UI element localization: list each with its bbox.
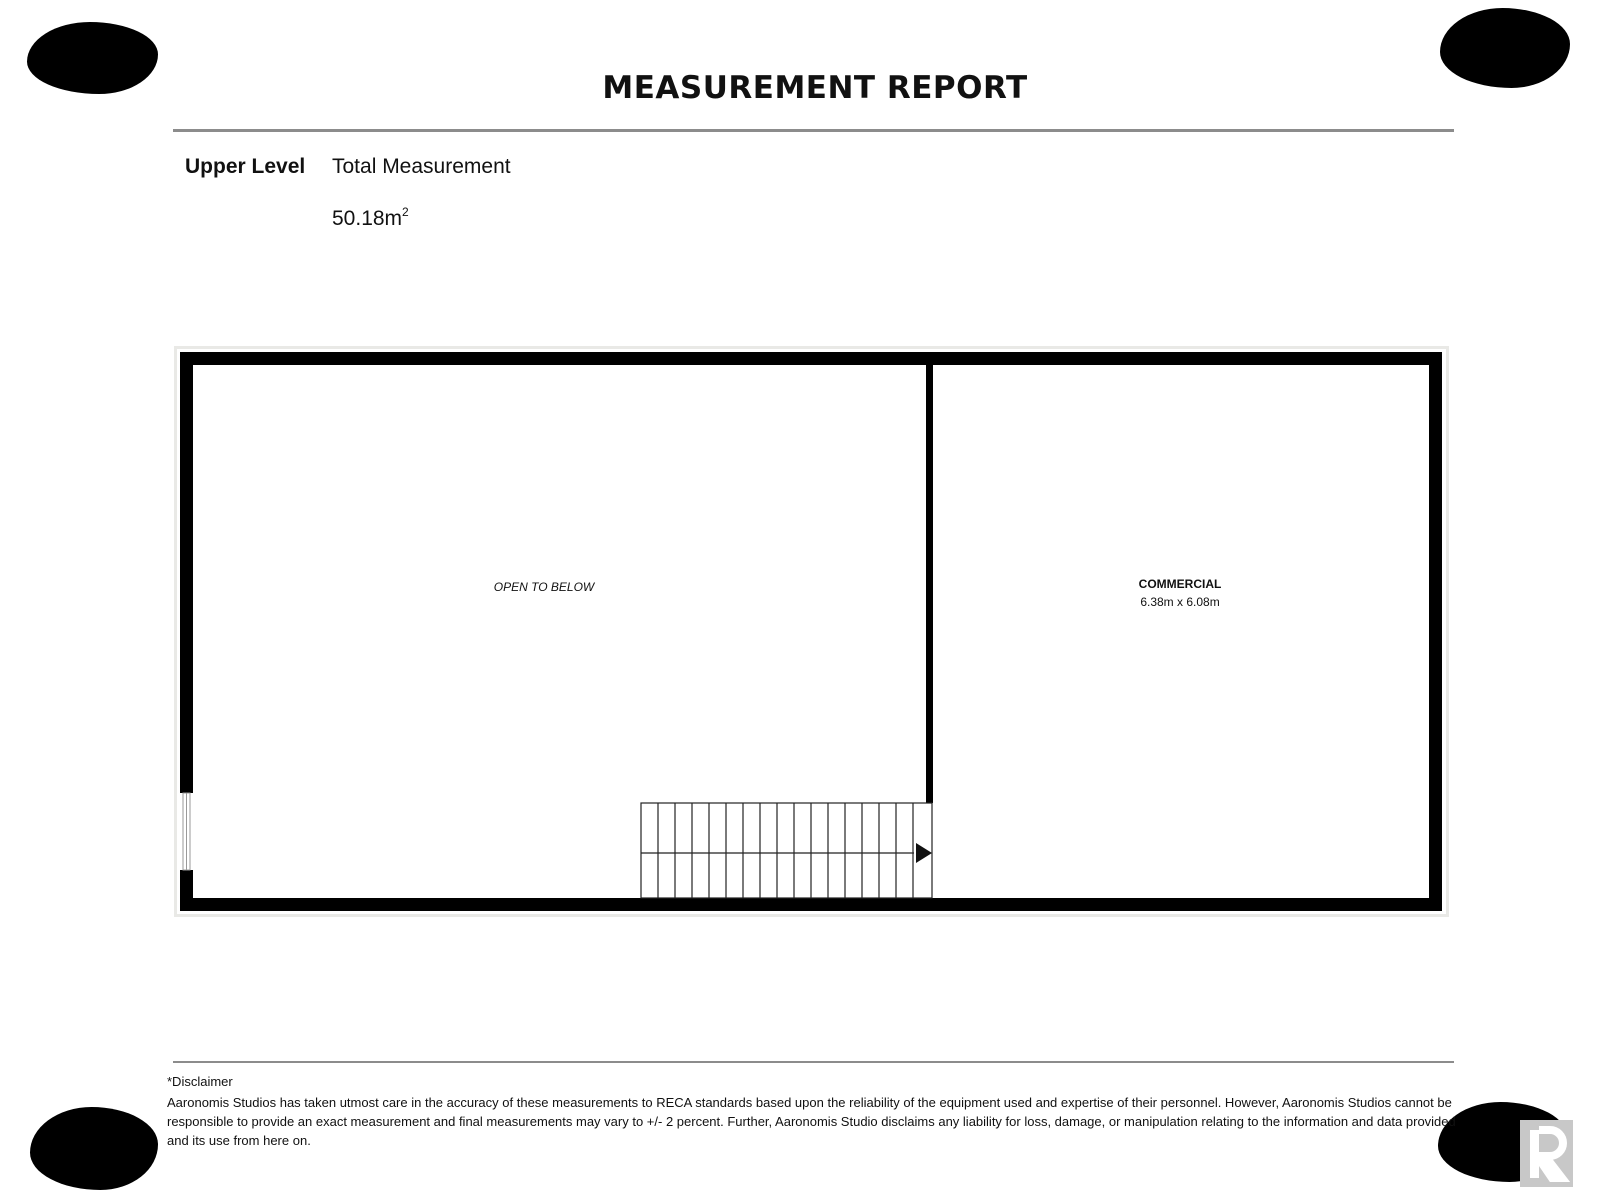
total-measurement-label: Total Measurement — [332, 155, 511, 178]
wall-top — [180, 352, 1442, 365]
measurement-number: 50.18m — [332, 207, 403, 230]
wall-left-upper — [180, 352, 193, 793]
floor-plan — [174, 346, 1449, 917]
realtor-r-icon — [1520, 1120, 1573, 1187]
wall-partition — [926, 352, 933, 803]
level-name: Upper Level — [185, 155, 306, 178]
top-divider — [173, 129, 1454, 132]
room-commercial-label: COMMERCIAL — [1138, 577, 1222, 591]
wall-right — [1429, 352, 1442, 911]
room-commercial-dimensions: 6.38m x 6.08m — [1140, 595, 1220, 609]
measurement-unit-superscript: 2 — [402, 205, 409, 219]
report-title: MEASUREMENT REPORT — [602, 70, 1028, 106]
disclaimer-heading: *Disclaimer — [167, 1074, 233, 1089]
wall-bottom — [180, 898, 1442, 911]
room-open-to-below-label: OPEN TO BELOW — [493, 580, 595, 594]
wall-left-lower — [180, 870, 193, 911]
bottom-divider — [173, 1061, 1454, 1063]
disclaimer-text: Aaronomis Studios has taken utmost care in the accuracy of these measurements to RECA standards based upon the reliability of the equipment used and expertise of their personnel. However, Aaronomis Studios cannot be responsible to provide an exact measurement and final measurements may vary to +/- 2 percent. Further, Aaronomis Studio disclaims any liability for loss, damage, or manipulation relating to the information and data provided and its use from here on. — [167, 1095, 1456, 1148]
window — [183, 793, 190, 870]
total-measurement-value — [332, 205, 409, 231]
redaction-mark — [30, 1107, 158, 1190]
